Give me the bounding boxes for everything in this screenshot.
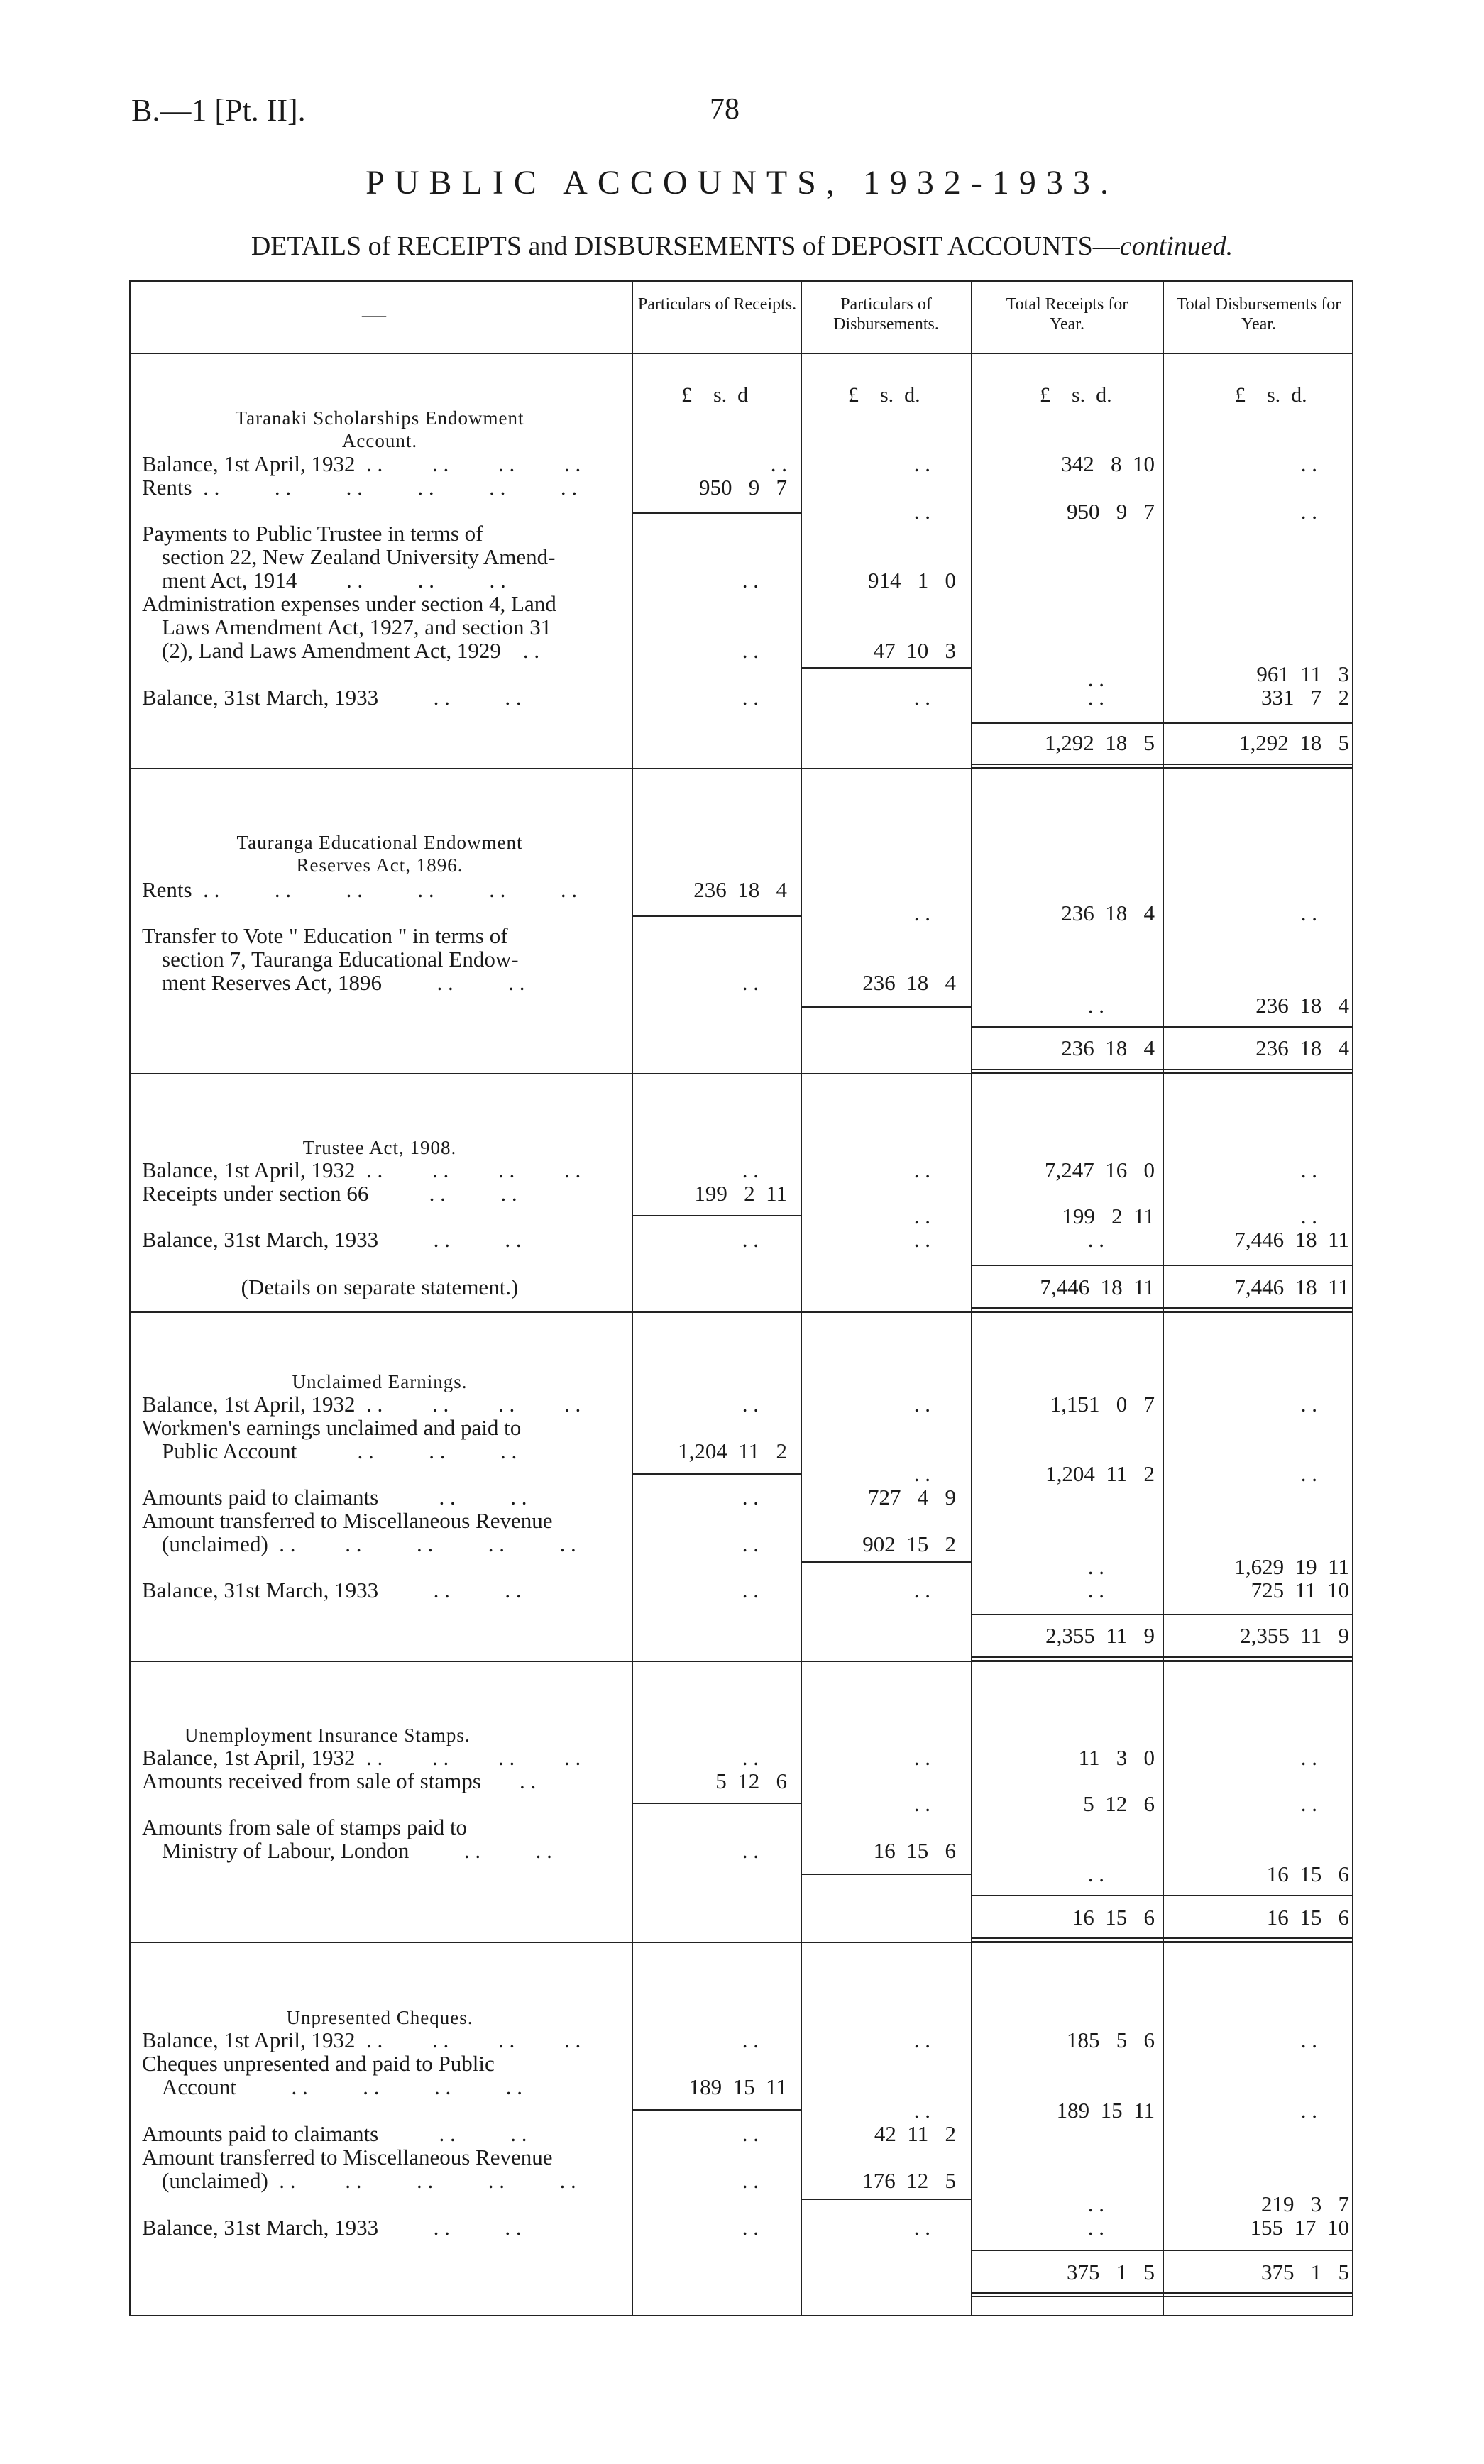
amount-cell: . . — [1300, 1791, 1317, 1816]
amount-cell: . . — [742, 970, 759, 995]
table-right-border — [1352, 280, 1353, 2316]
amount-cell: . . — [1300, 1392, 1317, 1417]
row-label: Balance, 1st April, 1932 . . . . . . . . — [142, 1745, 581, 1770]
row-label: Balance, 31st March, 1933 . . . . — [142, 2215, 522, 2240]
amount-cell: . . — [913, 1461, 930, 1486]
document-reference: B.—1 [Pt. II]. — [131, 93, 306, 128]
amount-cell: 42 11 2 — [874, 2121, 956, 2146]
amount-cell: 189 15 11 — [688, 2074, 787, 2099]
col-divider-2 — [801, 280, 802, 2316]
total-disbursements: 1,292 18 5 — [1239, 730, 1349, 755]
unit-total-disbursements: £ s. d. — [1235, 383, 1307, 407]
page-subtitle — [0, 231, 1484, 262]
amount-cell: . . — [742, 1838, 759, 1863]
amount-cell: . . — [742, 2028, 759, 2052]
header-bottom-rule — [129, 353, 1353, 354]
row-label: Balance, 31st March, 1933 . . . . — [142, 1227, 522, 1252]
page-title: PUBLIC ACCOUNTS, 1932-1933. — [365, 164, 1119, 202]
section-title: Unemployment Insurance Stamps. — [185, 1725, 471, 1746]
amount-cell: 155 17 10 — [1250, 2215, 1349, 2240]
row-label: (unclaimed) . . . . . . . . . . — [162, 1531, 576, 1556]
section-divider — [129, 1661, 1353, 1662]
amount-cell: 5 12 6 — [1083, 1791, 1155, 1816]
row-label: Public Account . . . . . . — [162, 1439, 517, 1463]
amount-cell: . . — [742, 1578, 759, 1602]
row-label: Administration expenses under section 4, Land — [142, 591, 556, 616]
section-divider — [129, 1942, 1353, 1943]
amount-cell: . . — [913, 685, 930, 710]
amount-cell: . . — [913, 2028, 930, 2052]
row-label: Receipts under section 66 . . . . — [142, 1181, 517, 1206]
row-label: (unclaimed) . . . . . . . . . . — [162, 2168, 576, 2193]
subtitle-main: DETAILS of RECEIPTS and DISBURSEMENTS of DEPOSIT ACCOUNTS— — [251, 231, 1120, 261]
amount-cell: 1,204 11 2 — [1045, 1461, 1155, 1486]
unit-receipts: £ s. d — [681, 383, 749, 407]
rule — [971, 2250, 1352, 2251]
amount-cell: 11 3 0 — [1078, 1745, 1155, 1770]
amount-cell: 7,247 16 0 — [1045, 1157, 1155, 1182]
rule — [971, 1265, 1352, 1266]
section-title: Unpresented Cheques. — [286, 2007, 473, 2028]
amount-cell: . . — [1300, 1204, 1317, 1228]
row-label: ment Act, 1914 . . . . . . — [162, 568, 506, 593]
amount-cell: . . — [1300, 2098, 1317, 2123]
col-header-receipts: Particulars of Receipts. — [637, 295, 797, 314]
amount-cell: 199 2 11 — [1062, 1204, 1155, 1228]
amount-cell: 189 15 11 — [1056, 2098, 1155, 2123]
rule — [801, 2199, 971, 2200]
row-label: Amounts from sale of stamps paid to — [142, 1815, 468, 1839]
amount-cell: . . — [742, 568, 759, 593]
section-title: Unclaimed Earnings. — [292, 1371, 468, 1392]
row-label: Balance, 1st April, 1932 . . . . . . . . — [142, 1392, 581, 1417]
amount-cell: 199 2 11 — [694, 1181, 787, 1206]
amount-cell: 961 11 3 — [1256, 661, 1349, 686]
row-label: ment Reserves Act, 1896 . . . . — [162, 970, 525, 995]
row-label: Balance, 1st April, 1932 . . . . . . . . — [142, 1157, 581, 1182]
amount-cell: . . — [1300, 1461, 1317, 1486]
row-label: Balance, 1st April, 1932 . . . . . . . . — [142, 451, 581, 476]
amount-cell: . . — [913, 901, 930, 925]
amount-cell: . . — [742, 1392, 759, 1417]
rule — [632, 512, 801, 514]
amount-cell: . . — [742, 685, 759, 710]
amount-cell: . . — [770, 451, 787, 476]
row-label: Amounts paid to claimants . . . . — [142, 2121, 527, 2146]
col-header-blank: — — [362, 302, 386, 328]
amount-cell: 176 12 5 — [862, 2168, 956, 2193]
amount-cell: 236 18 4 — [1255, 993, 1349, 1018]
row-note: (Details on separate statement.) — [241, 1275, 519, 1299]
amount-cell: . . — [742, 1531, 759, 1556]
amount-cell: 236 18 4 — [1061, 901, 1155, 925]
rule — [971, 1895, 1352, 1896]
col-header-total-receipts: Total Receipts for Year. — [1006, 295, 1128, 334]
row-label: Amounts received from sale of stamps . . — [142, 1769, 537, 1793]
amount-cell: 1,151 0 7 — [1050, 1392, 1155, 1417]
total-receipts: 7,446 18 11 — [1040, 1275, 1155, 1299]
row-label: Ministry of Labour, London . . . . — [162, 1838, 552, 1863]
table-bottom-rule — [129, 2315, 1353, 2316]
page-number: 78 — [710, 93, 740, 126]
rule — [632, 915, 801, 917]
amount-cell: . . — [1087, 2191, 1104, 2216]
double-rule — [971, 2292, 1352, 2297]
amount-cell: 902 15 2 — [862, 1531, 956, 1556]
amount-cell: 950 9 7 — [699, 475, 787, 500]
amount-cell: . . — [1087, 685, 1104, 710]
total-disbursements: 16 15 6 — [1266, 1905, 1349, 1930]
amount-cell: 7,446 18 11 — [1234, 1227, 1349, 1252]
amount-cell: 185 5 6 — [1067, 2028, 1155, 2052]
row-label: Transfer to Vote " Education " in terms of — [142, 923, 508, 948]
subtitle-continued: continued. — [1119, 231, 1233, 261]
col-header-disbursements: Particulars of Disbursements. — [833, 295, 939, 334]
amount-cell: 331 7 2 — [1261, 685, 1349, 710]
amount-cell: . . — [742, 1485, 759, 1509]
row-label: Rents . . . . . . . . . . . . — [142, 475, 578, 500]
amount-cell: 236 18 4 — [862, 970, 956, 995]
row-label: (2), Land Laws Amendment Act, 1929 . . — [162, 638, 540, 663]
amount-cell: 950 9 7 — [1067, 499, 1155, 524]
total-receipts: 236 18 4 — [1061, 1035, 1155, 1060]
amount-cell: . . — [913, 451, 930, 476]
amount-cell: . . — [742, 1227, 759, 1252]
table-left-border — [129, 280, 131, 2316]
amount-cell: . . — [913, 499, 930, 524]
amount-cell: . . — [913, 1392, 930, 1417]
section-title: Tauranga Educational Endowment — [236, 832, 523, 853]
amount-cell: . . — [742, 638, 759, 663]
amount-cell: 725 11 10 — [1251, 1578, 1349, 1602]
row-label: Amounts paid to claimants . . . . — [142, 1485, 527, 1509]
rule — [971, 1026, 1352, 1028]
amount-cell: . . — [1087, 666, 1104, 691]
table-top-rule — [129, 280, 1353, 282]
amount-cell: 219 3 7 — [1261, 2191, 1349, 2216]
amount-cell: 1,204 11 2 — [678, 1439, 787, 1463]
amount-cell: 1,629 19 11 — [1234, 1554, 1349, 1579]
amount-cell: . . — [1087, 1554, 1104, 1579]
row-label: Amount transferred to Miscellaneous Revenue — [142, 2145, 553, 2169]
rule — [632, 2109, 801, 2111]
section-divider — [129, 1073, 1353, 1074]
rule — [971, 722, 1352, 724]
amount-cell: 5 12 6 — [715, 1769, 787, 1793]
amount-cell: . . — [913, 1745, 930, 1770]
col-divider-4 — [1163, 280, 1164, 2316]
total-receipts: 16 15 6 — [1072, 1905, 1155, 1930]
total-receipts: 2,355 11 9 — [1045, 1623, 1155, 1648]
rule — [801, 1561, 971, 1563]
total-disbursements: 7,446 18 11 — [1234, 1275, 1349, 1299]
rule — [801, 1006, 971, 1008]
amount-cell: . . — [913, 1227, 930, 1252]
amount-cell: . . — [1300, 2028, 1317, 2052]
row-label: Cheques unpresented and paid to Public — [142, 2051, 495, 2076]
unit-disbursements: £ s. d. — [848, 383, 920, 407]
amount-cell: 16 15 6 — [1266, 1861, 1349, 1886]
amount-cell: 914 1 0 — [868, 568, 956, 593]
amount-cell: . . — [1087, 1227, 1104, 1252]
amount-cell: . . — [913, 1578, 930, 1602]
row-label: Laws Amendment Act, 1927, and section 31 — [162, 615, 552, 639]
amount-cell: . . — [1300, 499, 1317, 524]
amount-cell: . . — [742, 2215, 759, 2240]
section-title: Taranaki Scholarships Endowment — [235, 407, 524, 429]
total-receipts: 1,292 18 5 — [1045, 730, 1155, 755]
amount-cell: . . — [913, 2098, 930, 2123]
col-header-total-disbursements: Total Disbursements for Year. — [1176, 295, 1341, 334]
section-divider — [129, 1311, 1353, 1313]
total-disbursements: 2,355 11 9 — [1240, 1623, 1349, 1648]
amount-cell: 727 4 9 — [868, 1485, 956, 1509]
row-label: Account . . . . . . . . — [162, 2074, 523, 2099]
amount-cell: . . — [742, 2121, 759, 2146]
amount-cell: . . — [913, 1791, 930, 1816]
amount-cell: . . — [1087, 1861, 1104, 1886]
amount-cell: . . — [1087, 993, 1104, 1018]
section-title-line2: Account. — [341, 430, 418, 451]
row-label: Balance, 31st March, 1933 . . . . — [142, 685, 522, 710]
amount-cell: . . — [1300, 901, 1317, 925]
row-label: section 7, Tauranga Educational Endow- — [162, 947, 519, 972]
col-divider-3 — [971, 280, 972, 2316]
col-divider-1 — [632, 280, 633, 2316]
row-label: Payments to Public Trustee in terms of — [142, 521, 483, 546]
rule — [801, 1874, 971, 1875]
amount-cell: . . — [1300, 451, 1317, 476]
amount-cell: . . — [913, 2215, 930, 2240]
amount-cell: . . — [1087, 1578, 1104, 1602]
amount-cell: 236 18 4 — [693, 877, 787, 902]
section-title: Trustee Act, 1908. — [302, 1137, 457, 1158]
amount-cell: . . — [913, 1157, 930, 1182]
total-receipts: 375 1 5 — [1067, 2260, 1155, 2284]
row-label: section 22, New Zealand University Amend- — [162, 544, 556, 569]
rule — [632, 1473, 801, 1475]
rule — [632, 1215, 801, 1216]
unit-total-receipts: £ s. d. — [1040, 383, 1112, 407]
amount-cell: 342 8 10 — [1061, 451, 1155, 476]
rule — [971, 1614, 1352, 1615]
amount-cell: . . — [742, 1157, 759, 1182]
rule — [801, 667, 971, 669]
amount-cell: . . — [742, 1745, 759, 1770]
section-divider — [129, 768, 1353, 769]
amount-cell: . . — [1087, 2215, 1104, 2240]
amount-cell: . . — [1300, 1157, 1317, 1182]
rule — [632, 1803, 801, 1804]
amount-cell: . . — [913, 1204, 930, 1228]
row-label: Balance, 31st March, 1933 . . . . — [142, 1578, 522, 1602]
row-label: Rents . . . . . . . . . . . . — [142, 877, 578, 902]
amount-cell: 16 15 6 — [873, 1838, 956, 1863]
row-label: Workmen's earnings unclaimed and paid to — [142, 1415, 522, 1440]
amount-cell: 47 10 3 — [873, 638, 956, 663]
amount-cell: . . — [1300, 1745, 1317, 1770]
section-title-line2: Reserves Act, 1896. — [296, 854, 463, 876]
amount-cell: . . — [742, 2168, 759, 2193]
row-label: Balance, 1st April, 1932 . . . . . . . . — [142, 2028, 581, 2052]
row-label: Amount transferred to Miscellaneous Revenue — [142, 1508, 553, 1533]
total-disbursements: 375 1 5 — [1261, 2260, 1349, 2284]
total-disbursements: 236 18 4 — [1255, 1035, 1349, 1060]
